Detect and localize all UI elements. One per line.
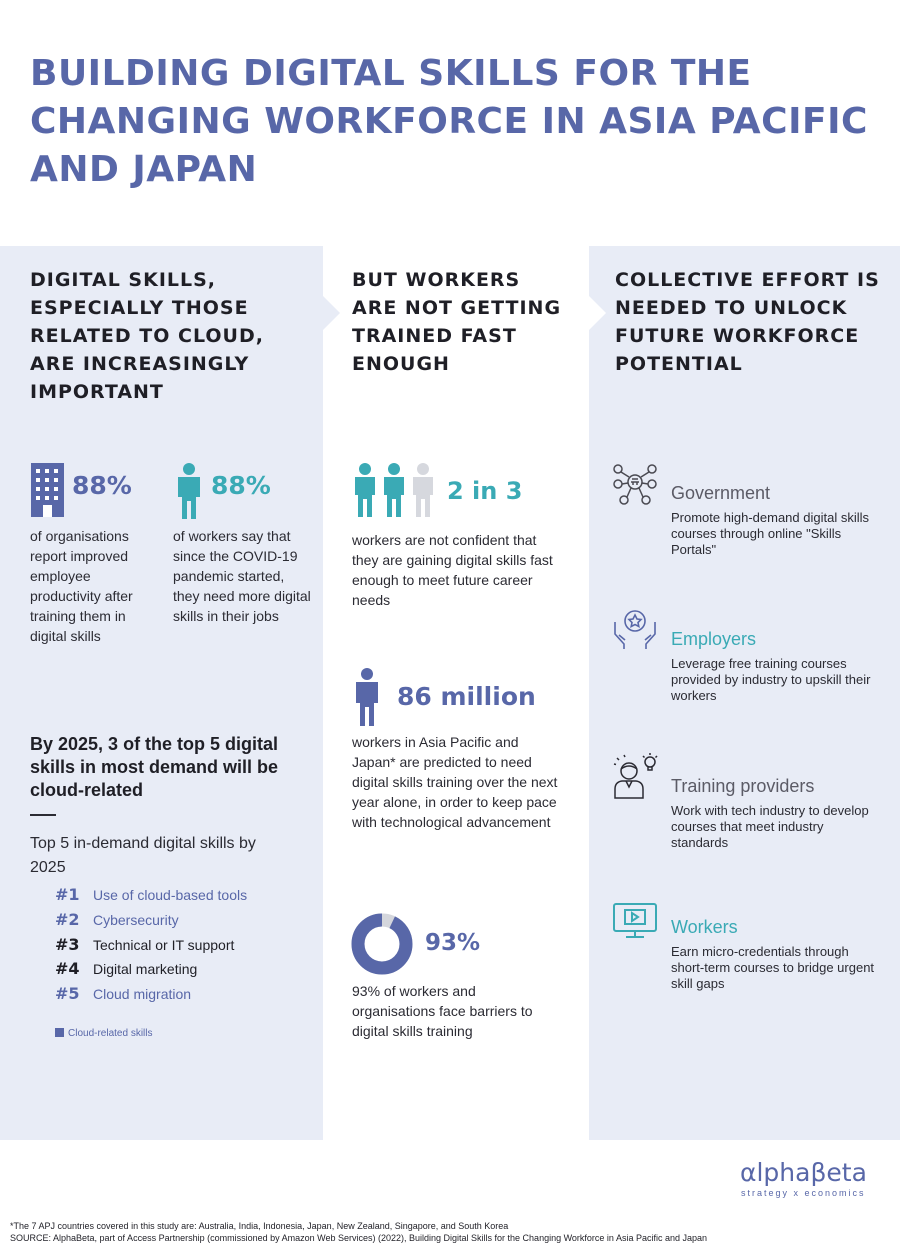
arrow-right-icon <box>589 296 606 330</box>
skill-label: Cybersecurity <box>93 912 179 928</box>
stat-workers-need-skills-text: of workers say that since the COVID-19 pandemic started, they need more digital skills in their jobs <box>173 528 311 624</box>
skill-item <box>55 959 197 981</box>
stat-barriers-text: 93% of workers and organisations face barriers to digital skills training <box>352 983 533 1039</box>
legend-label: Cloud-related skills <box>68 1028 153 1039</box>
column-heading-2: BUT WORKERS ARE NOT GETTING TRAINED FAST ENOUGH <box>352 269 562 375</box>
skill-item <box>55 935 234 957</box>
stat-not-confident-text: workers are not confident that they are gaining digital skills fast enough to meet future career needs <box>352 532 553 608</box>
role-government-text: Promote high-demand digital skills courses through online "Skills Portals" <box>671 510 869 557</box>
building-icon <box>31 463 64 517</box>
skill-label: Use of cloud-based tools <box>93 887 248 903</box>
person-icon <box>352 668 382 726</box>
skill-rank: #4 <box>55 959 80 978</box>
role-training-providers-text: Work with tech industry to develop courses that meet industry standards <box>671 803 869 850</box>
skill-rank: #3 <box>55 935 80 954</box>
legend-swatch <box>55 1028 64 1037</box>
skills-heading: Top 5 in-demand digital skills by 2025 <box>30 835 256 876</box>
stat-org-productivity-text: of organisations report improved employee productivity after training them in digital skills <box>30 528 133 644</box>
skill-rank: #1 <box>55 885 80 904</box>
footnote: *The 7 APJ countries covered in this study are: Australia, India, Indonesia, Japan, New Zealand, Singapore, and South Korea <box>10 1221 509 1231</box>
logo-tagline: strategy x economics <box>741 1188 866 1198</box>
page-title: BUILDING DIGITAL SKILLS FOR THE CHANGING WORKFORCE IN ASIA PACIFIC AND JAPAN <box>30 53 868 190</box>
stat-org-productivity: 88% <box>72 471 132 500</box>
source-note: SOURCE: AlphaBeta, part of Access Partnership (commissioned by Amazon Web Services) (2022), Building Digital Skills for the Changing Workforce in Asia Pacific and Japan <box>10 1233 707 1243</box>
alphabeta-logo: αlphaβeta <box>740 1158 867 1187</box>
skill-label: Digital marketing <box>93 961 198 977</box>
government-network-icon <box>612 463 658 507</box>
skill-label: Technical or IT support <box>93 937 235 953</box>
skill-label: Cloud migration <box>93 986 192 1002</box>
role-government: Government <box>671 483 771 503</box>
column-heading-1: DIGITAL SKILLS, ESPECIALLY THOSE RELATED TO CLOUD, ARE INCREASINGLY IMPORTANT <box>30 269 264 403</box>
stat-workers-need-skills: 88% <box>211 471 271 500</box>
cloud-statement: By 2025, 3 of the top 5 digital skills in most demand will be cloud-related <box>30 734 279 800</box>
arrow-right-icon <box>323 296 340 330</box>
column-heading-3: COLLECTIVE EFFORT IS NEEDED TO UNLOCK FUTURE WORKFORCE POTENTIAL <box>615 269 880 375</box>
person-icon <box>174 463 204 519</box>
role-employers: Employers <box>671 629 757 649</box>
skill-item <box>55 885 247 907</box>
monitor-video-icon <box>612 902 658 940</box>
hands-award-icon <box>612 608 658 650</box>
skill-item <box>55 910 179 932</box>
stat-86-million-text: workers in Asia Pacific and Japan* are predicted to need digital skills training over the next year alone, in order to keep pace with technological advancement <box>352 734 558 830</box>
stat-barriers: 93% <box>425 930 481 956</box>
role-training-providers: Training providers <box>671 776 815 796</box>
stat-86-million: 86 million <box>397 682 536 711</box>
role-workers-text: Earn micro-credentials through short-term courses to bridge urgent skill gaps <box>671 944 875 991</box>
people-icon <box>352 463 438 517</box>
trainer-idea-icon <box>612 753 658 799</box>
skill-rank: #2 <box>55 910 80 929</box>
legend <box>55 1028 152 1039</box>
divider <box>30 814 56 816</box>
skill-rank: #5 <box>55 984 80 1003</box>
role-workers: Workers <box>671 917 738 937</box>
donut-icon <box>351 913 413 975</box>
stat-not-confident: 2 in 3 <box>447 477 523 505</box>
skill-item <box>55 984 191 1006</box>
role-employers-text: Leverage free training courses provided by industry to upskill their workers <box>671 656 871 703</box>
